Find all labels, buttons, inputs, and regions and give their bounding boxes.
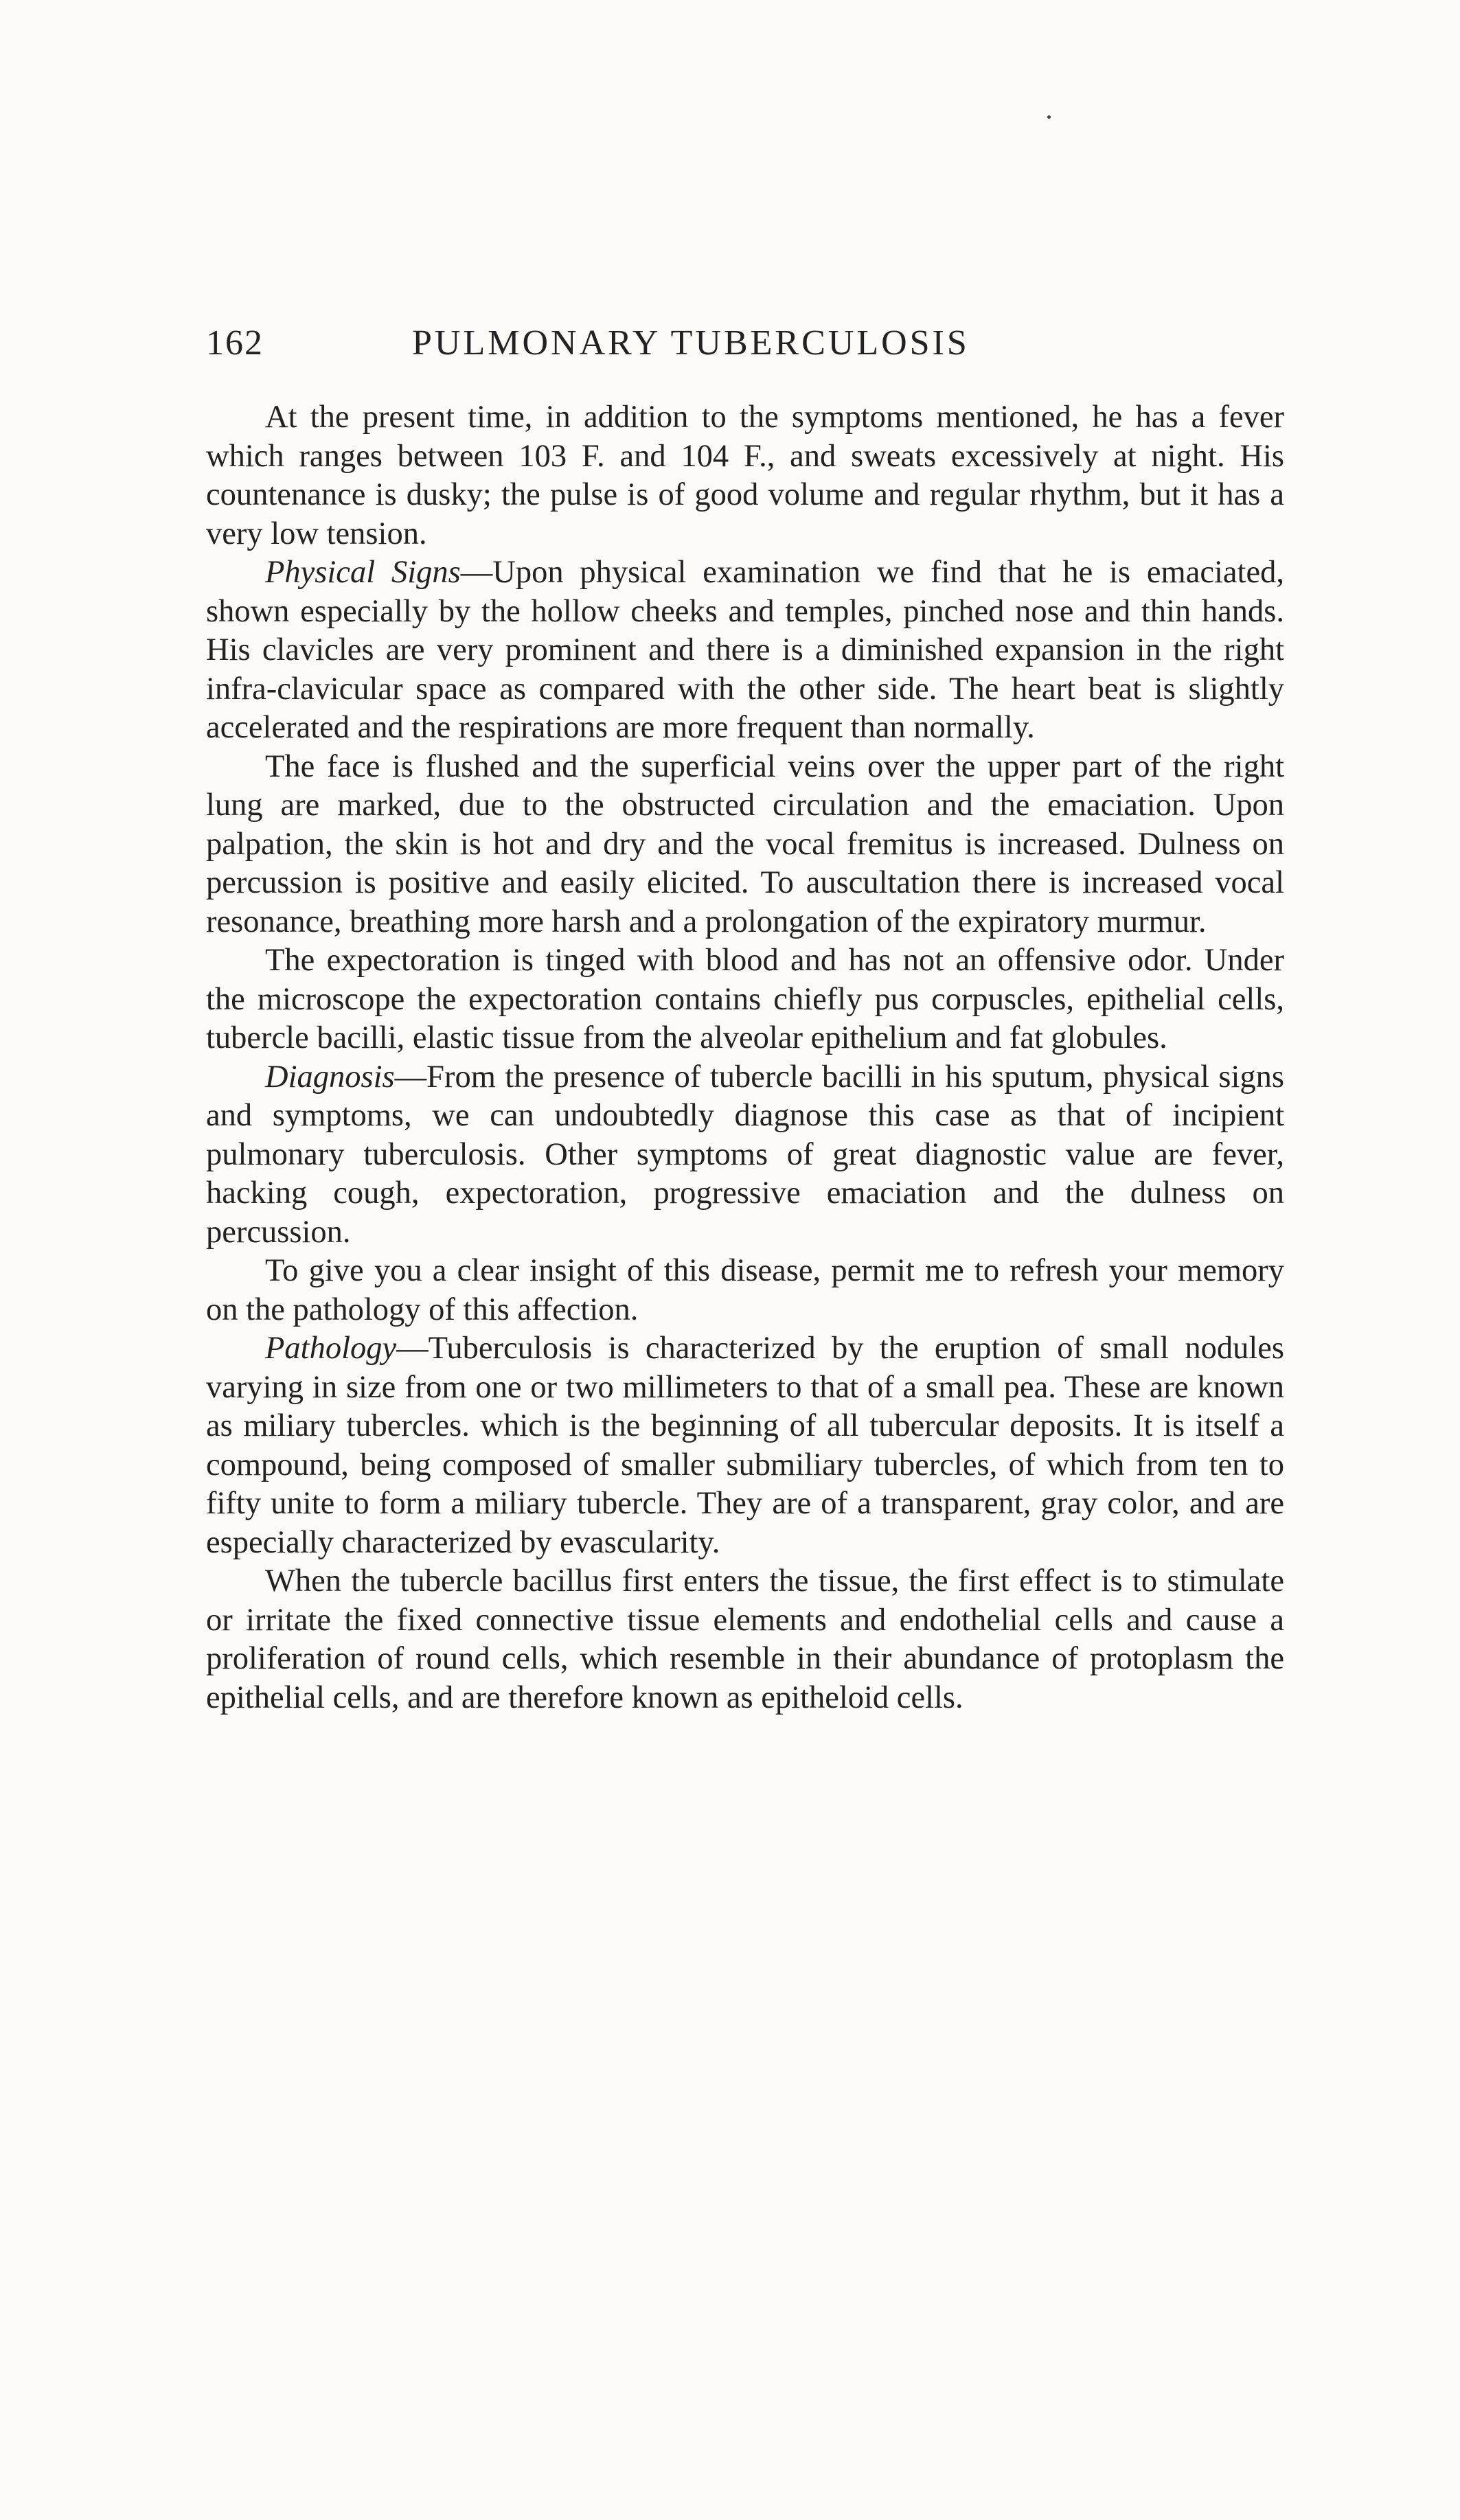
page-speck [1047,115,1051,119]
paragraph-text: At the present time, in addition to the symptoms mentioned, he has a fever which ranges between 103 F. and 104 F., and sweats excessively at night. His countenance is dusky; the pulse is of good volume and regular rhythm, but it has a very low tension. [206,400,1284,551]
paragraph-insight [206,1252,1284,1329]
paragraph-tubercle-bacillus [206,1562,1284,1717]
paragraph-text: When the tubercle bacillus first enters the tissue, the first effect is to stimulate or irritate the fixed connective tissue elements and endothelial cells and cause a proliferation of round cells, which resemble in their abundance of protoplasm the epithelial cells, and are therefore known as epitheloid cells. [206,1563,1284,1715]
paragraph-lead: Pathology [265,1331,397,1366]
paragraph-text: —From the presence of tubercle bacilli in his sputum, physical signs and symptoms, we can undoubtedly diagnose this case as that of incipient pulmonary tuberculosis. Other symptoms of great diagnostic value are fever, hacking cough, expectoration, progressive emaciation and the dulness on percussion. [206,1059,1284,1250]
paragraph-face [206,748,1284,942]
paragraph-text: The expectoration is tinged with blood and has not an offensive odor. Under the microscope the expectoration contains chiefly pus corpuscles, epithelial cells, tubercle bacilli, elastic tissue from the alveolar epithelium and fat globules. [206,943,1284,1055]
paragraph-lead: Physical Signs [265,555,461,590]
book-page [206,323,1284,1717]
paragraph-expectoration [206,941,1284,1058]
paragraph-text: To give you a clear insight of this disease, permit me to refresh your memory on the pathology of this affection. [206,1253,1284,1327]
paragraph-text: —Upon physical examination we find that he is emaciated, shown especially by the hollow cheeks and temples, pinched nose and thin hands. His clavicles are very prominent and there is a diminished expansion in the right infra-clavicular space as compared with the other side. The heart beat is slightly accelerated and the respirations are more frequent than normally. [206,555,1284,745]
page-number: 162 [206,323,264,363]
running-head: PULMONARY TUBERCULOSIS [412,323,970,363]
paragraph-lead: Diagnosis [265,1059,395,1095]
paragraph-diagnosis [206,1058,1284,1252]
paragraph-physical-signs [206,553,1284,748]
paragraph-text: The face is flushed and the superficial veins over the upper part of the right lung are marked, due to the obstructed circulation and the emaciation. Upon palpation, the skin is hot and dry and the vocal fremitus is increased. Dulness on percussion is positive and easily elicited. To auscultation there is increased vocal resonance, breathing more harsh and a prolongation of the expiratory murmur. [206,748,1284,939]
paragraph-symptoms [206,398,1284,553]
page-header [206,323,1284,371]
paragraph-pathology [206,1329,1284,1562]
paragraph-text: —Tuberculosis is characterized by the eruption of small nodules varying in size from one or two millimeters to that of a small pea. These are known as miliary tubercles. which is the beginning of all tubercular deposits. It is itself a compound, being composed of smaller submiliary tubercles, of which from ten to fifty unite to form a miliary tubercle. They are of a transparent, gray color, and are especially characterized by evascularity. [206,1331,1284,1560]
body-text [206,398,1284,1717]
